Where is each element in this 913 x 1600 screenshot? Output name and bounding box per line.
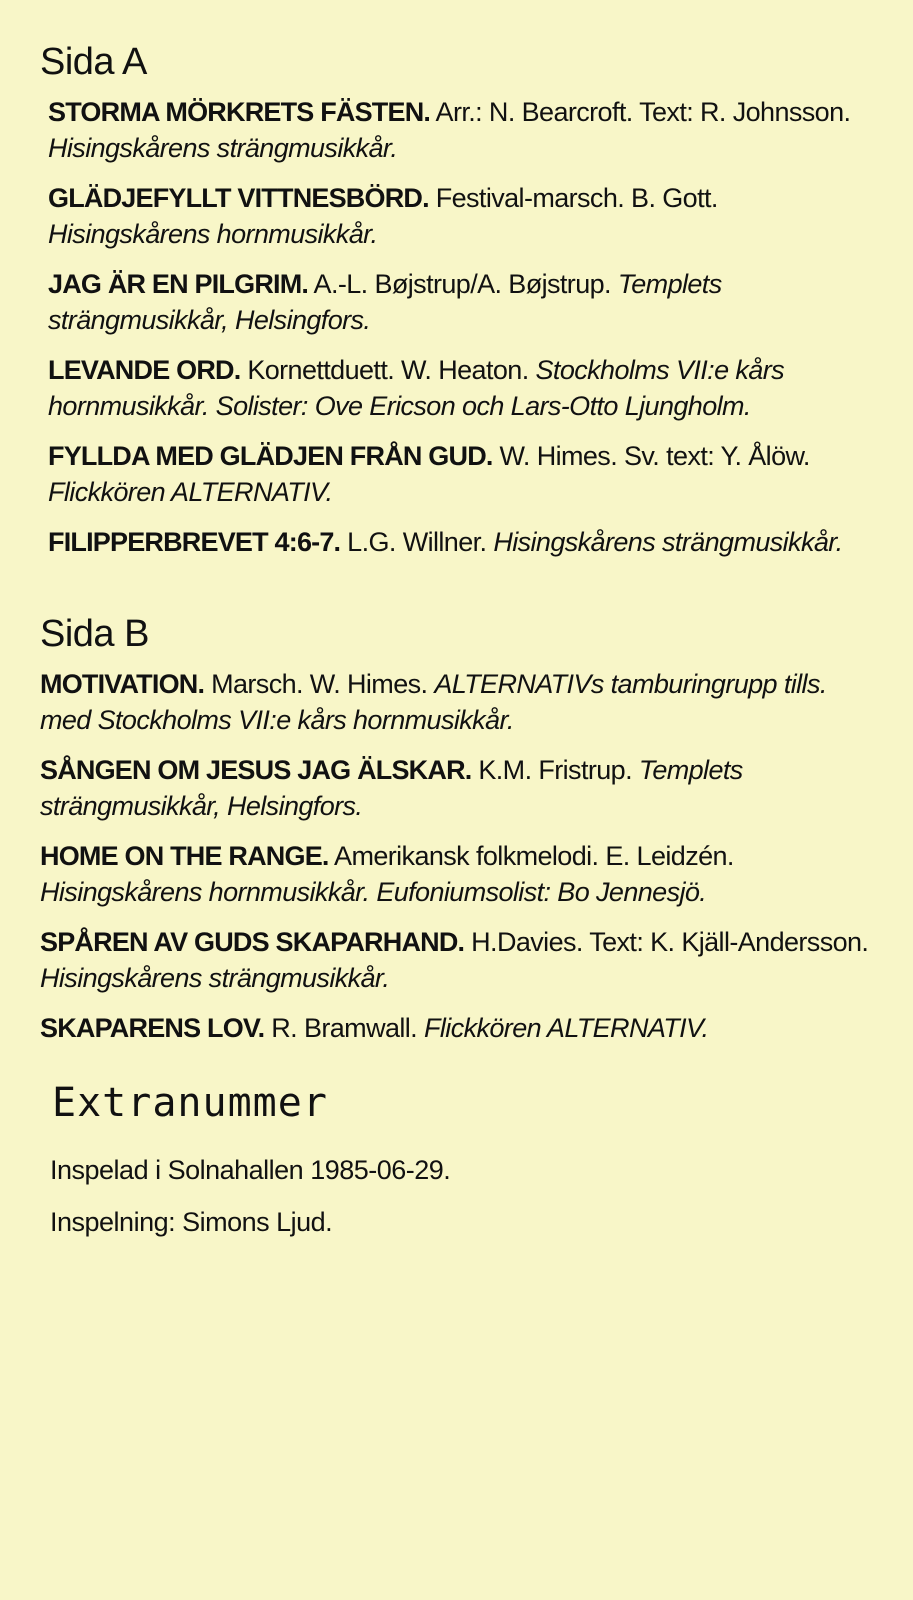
track-title: SÅNGEN OM JESUS JAG ÄLSKAR.	[40, 755, 472, 785]
track-item	[48, 180, 877, 252]
track-credits: A.-L. Bøjstrup/A. Bøjstrup.	[313, 269, 611, 299]
track-title: GLÄDJEFYLLT VITTNESBÖRD.	[48, 183, 429, 213]
track-item	[48, 266, 877, 338]
track-credits: Amerikansk folkmelodi. E. Leidzén.	[334, 841, 734, 871]
track-performer: Flickkören ALTERNATIV.	[48, 477, 333, 507]
track-title: LEVANDE ORD.	[48, 355, 241, 385]
track-title: STORMA MÖRKRETS FÄSTEN.	[48, 97, 431, 127]
track-credits: R. Bramwall.	[271, 1013, 418, 1043]
side-b-heading: Sida B	[40, 613, 149, 655]
track-title: FYLLDA MED GLÄDJEN FRÅN GUD.	[48, 441, 493, 471]
track-item	[40, 1010, 877, 1046]
track-credits: Marsch. W. Himes.	[211, 669, 428, 699]
track-credits: W. Himes. Sv. text: Y. Ålöw.	[499, 441, 810, 471]
track-item	[48, 438, 877, 510]
track-performer: Stockholms VII:e kårs hornmusikkår. Solister: Ove Ericson och Lars-Otto Ljungholm.	[48, 355, 785, 421]
recording-location: Inspelad i Solnahallen 1985-06-29.	[50, 1155, 451, 1185]
track-item	[48, 352, 877, 424]
track-title: SKAPARENS LOV.	[40, 1013, 265, 1043]
track-item	[48, 524, 877, 560]
extra-track-label: Extranummer	[52, 1080, 328, 1126]
side-b-section	[40, 612, 877, 1046]
track-credits: L.G. Willner.	[347, 527, 487, 557]
track-item	[48, 94, 877, 166]
track-performer: Hisingskårens hornmusikkår. Eufoniumsolist: Bo Jennesjö.	[40, 877, 707, 907]
track-title: MOTIVATION.	[40, 669, 205, 699]
track-credits: H.Davies. Text: K. Kjäll-Andersson.	[471, 927, 869, 957]
track-item	[40, 924, 877, 996]
track-performer: Templets strängmusikkår, Helsingfors.	[48, 269, 722, 335]
track-credits: Kornettduett. W. Heaton.	[247, 355, 529, 385]
track-performer: Hisingskårens strängmusikkår.	[40, 963, 390, 993]
track-credits: Arr.: N. Bearcroft. Text: R. Johnsson.	[435, 97, 851, 127]
track-title: FILIPPERBREVET 4:6-7.	[48, 527, 341, 557]
track-performer: Hisingskårens strängmusikkår.	[48, 133, 398, 163]
track-item	[40, 666, 877, 738]
track-item	[40, 838, 877, 910]
track-title: HOME ON THE RANGE.	[40, 841, 329, 871]
track-credits: K.M. Fristrup.	[478, 755, 632, 785]
recording-engineer: Inspelning: Simons Ljud.	[50, 1207, 333, 1237]
side-a-section	[40, 40, 877, 560]
side-a-heading: Sida A	[40, 41, 147, 83]
track-performer: Templets strängmusikkår, Helsingfors.	[40, 755, 743, 821]
track-title: JAG ÄR EN PILGRIM.	[48, 269, 309, 299]
track-performer: Flickkören ALTERNATIV.	[424, 1013, 709, 1043]
track-item	[40, 752, 877, 824]
track-title: SPÅREN AV GUDS SKAPARHAND.	[40, 927, 465, 957]
track-credits: Festival-marsch. B. Gott.	[435, 183, 718, 213]
track-performer: ALTERNATIVs tamburingrupp tills. med Stockholms VII:e kårs hornmusikkår.	[40, 669, 827, 735]
track-performer: Hisingskårens hornmusikkår.	[48, 219, 378, 249]
track-performer: Hisingskårens strängmusikkår.	[493, 527, 843, 557]
